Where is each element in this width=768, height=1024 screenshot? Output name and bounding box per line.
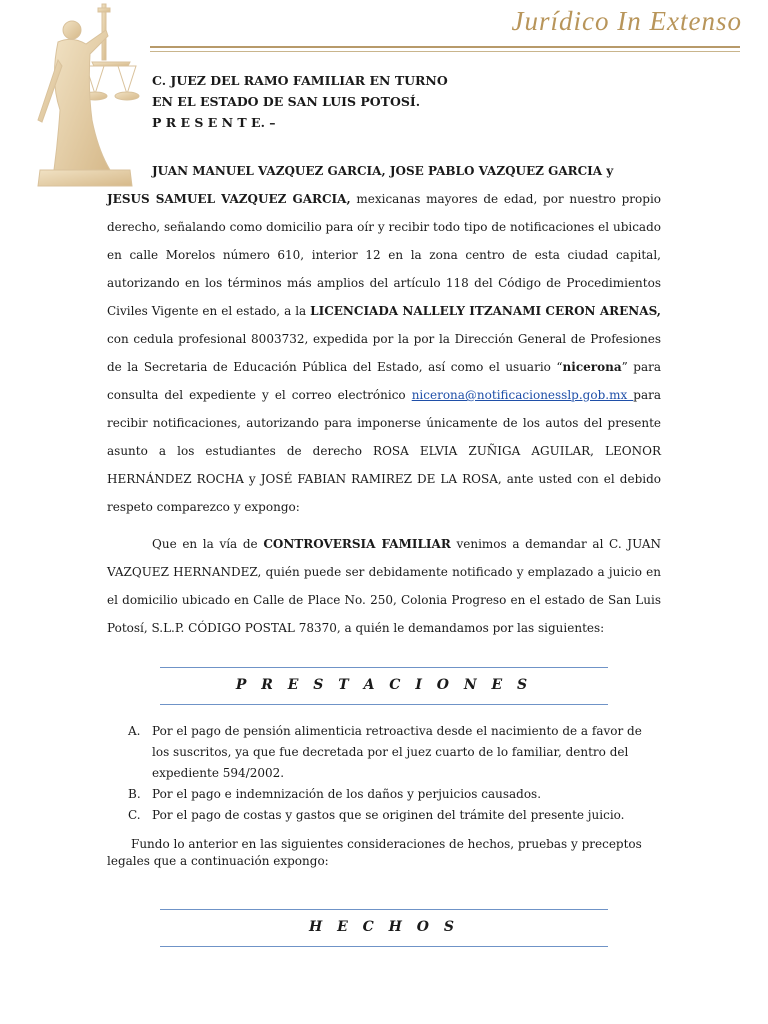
list-item	[128, 721, 658, 784]
prestaciones-list	[128, 721, 658, 826]
intro-text: mexicanas mayores de edad, por nuestro propio derecho, señalando como domicilio para oír y recibir todo tipo de notificaciones el ubicado en calle Morelos número 610, interior 12 en la zona centro de esta ciudad capital, autorizando en los términos más amplios del artículo 118 del Código de Procedimientos Civiles Vigente en el estado, a la	[107, 192, 662, 318]
brand-title: Jurídico In Extenso	[511, 6, 742, 36]
intro-text-4: para recibir notificaciones, autorizando para imponerse únicamente de los autos del presente asunto a los estudiantes de derecho ROSA ELVIA ZUÑIGA AGUILAR, LEONOR HERNÁNDEZ ROCHA y JOSÉ FABIAN RAMIREZ DE LA ROSA, ante usted con el debido respeto comparezco y expongo:	[107, 388, 661, 514]
fundamento-line: Fundo lo anterior en las siguientes consideraciones de hechos, pruebas y preceptos	[131, 837, 642, 851]
list-text: Por el pago e indemnización de los daños y perjuicios causados.	[152, 787, 542, 801]
section-title-prestaciones: P R E S T A C I O N E S	[235, 677, 533, 693]
email-link[interactable]: nicerona@notificacionesslp.gob.mx	[411, 388, 634, 402]
list-text: Por el pago de costas y gastos que se originen del trámite del presente juicio.	[152, 808, 625, 822]
list-item	[128, 805, 658, 826]
claim-text: Que en la vía de	[152, 537, 264, 551]
claim-type: CONTROVERSIA FAMILIAR	[263, 537, 451, 551]
list-item	[128, 784, 658, 805]
plaintiff-names-cont: JESUS SAMUEL VAZQUEZ GARCIA,	[107, 192, 351, 206]
section-rule-top	[160, 667, 608, 668]
claim-paragraph	[107, 530, 661, 642]
header-rule	[150, 46, 740, 48]
plaintiff-names: JUAN MANUEL VAZQUEZ GARCIA, JOSE PABLO VAZQUEZ GARCIA y	[152, 164, 614, 178]
section-title-hechos: H E C H O S	[309, 919, 459, 935]
addressee-line: EN EL ESTADO DE SAN LUIS POTOSÍ.	[152, 94, 421, 109]
intro-names-line1	[107, 157, 661, 185]
section-rule-bottom	[160, 704, 608, 705]
header-rule-thin	[150, 51, 740, 52]
list-marker: B.	[128, 787, 141, 801]
claim-text-2: venimos a demandar al C. JUAN VAZQUEZ HERNANDEZ, quién puede ser debidamente notificado y emplazado a juicio en el domicilio ubicado en Calle de Place No. 250, Colonia Progreso en el estado de San Luis Potosí, S.L.P. CÓDIGO POSTAL 78370, a quién le demandamos por las siguientes:	[107, 537, 662, 635]
list-marker: C.	[128, 808, 141, 822]
addressee-line: C. JUEZ DEL RAMO FAMILIAR EN TURNO	[152, 73, 448, 88]
intro-paragraph	[107, 157, 661, 521]
list-text: Por el pago de pensión alimenticia retroactiva desde el nacimiento de a favor de los suscritos, ya que fue decretada por el juez cuarto de lo familiar, dentro del expediente 594/2002.	[152, 724, 642, 780]
addressee-block	[152, 70, 448, 133]
username: nicerona	[562, 360, 622, 374]
list-marker: A.	[128, 724, 141, 738]
section-rule-top	[160, 909, 608, 910]
intro-text-2: con cedula profesional 8003732, expedida por la por la Dirección General de Profesiones de la Secretaria de Educación Pública del Estado, así como el usuario “	[107, 332, 661, 374]
fundamento-paragraph	[107, 836, 647, 870]
fundamento-line: legales que a continuación expongo:	[107, 854, 329, 868]
addressee-line: P R E S E N T E. –	[152, 115, 276, 130]
intro-text-3: ” para consulta del expediente y el correo electrónico	[107, 360, 661, 402]
section-rule-bottom	[160, 946, 608, 947]
lawyer-name: LICENCIADA NALLELY ITZANAMI CERON ARENAS,	[310, 304, 661, 318]
